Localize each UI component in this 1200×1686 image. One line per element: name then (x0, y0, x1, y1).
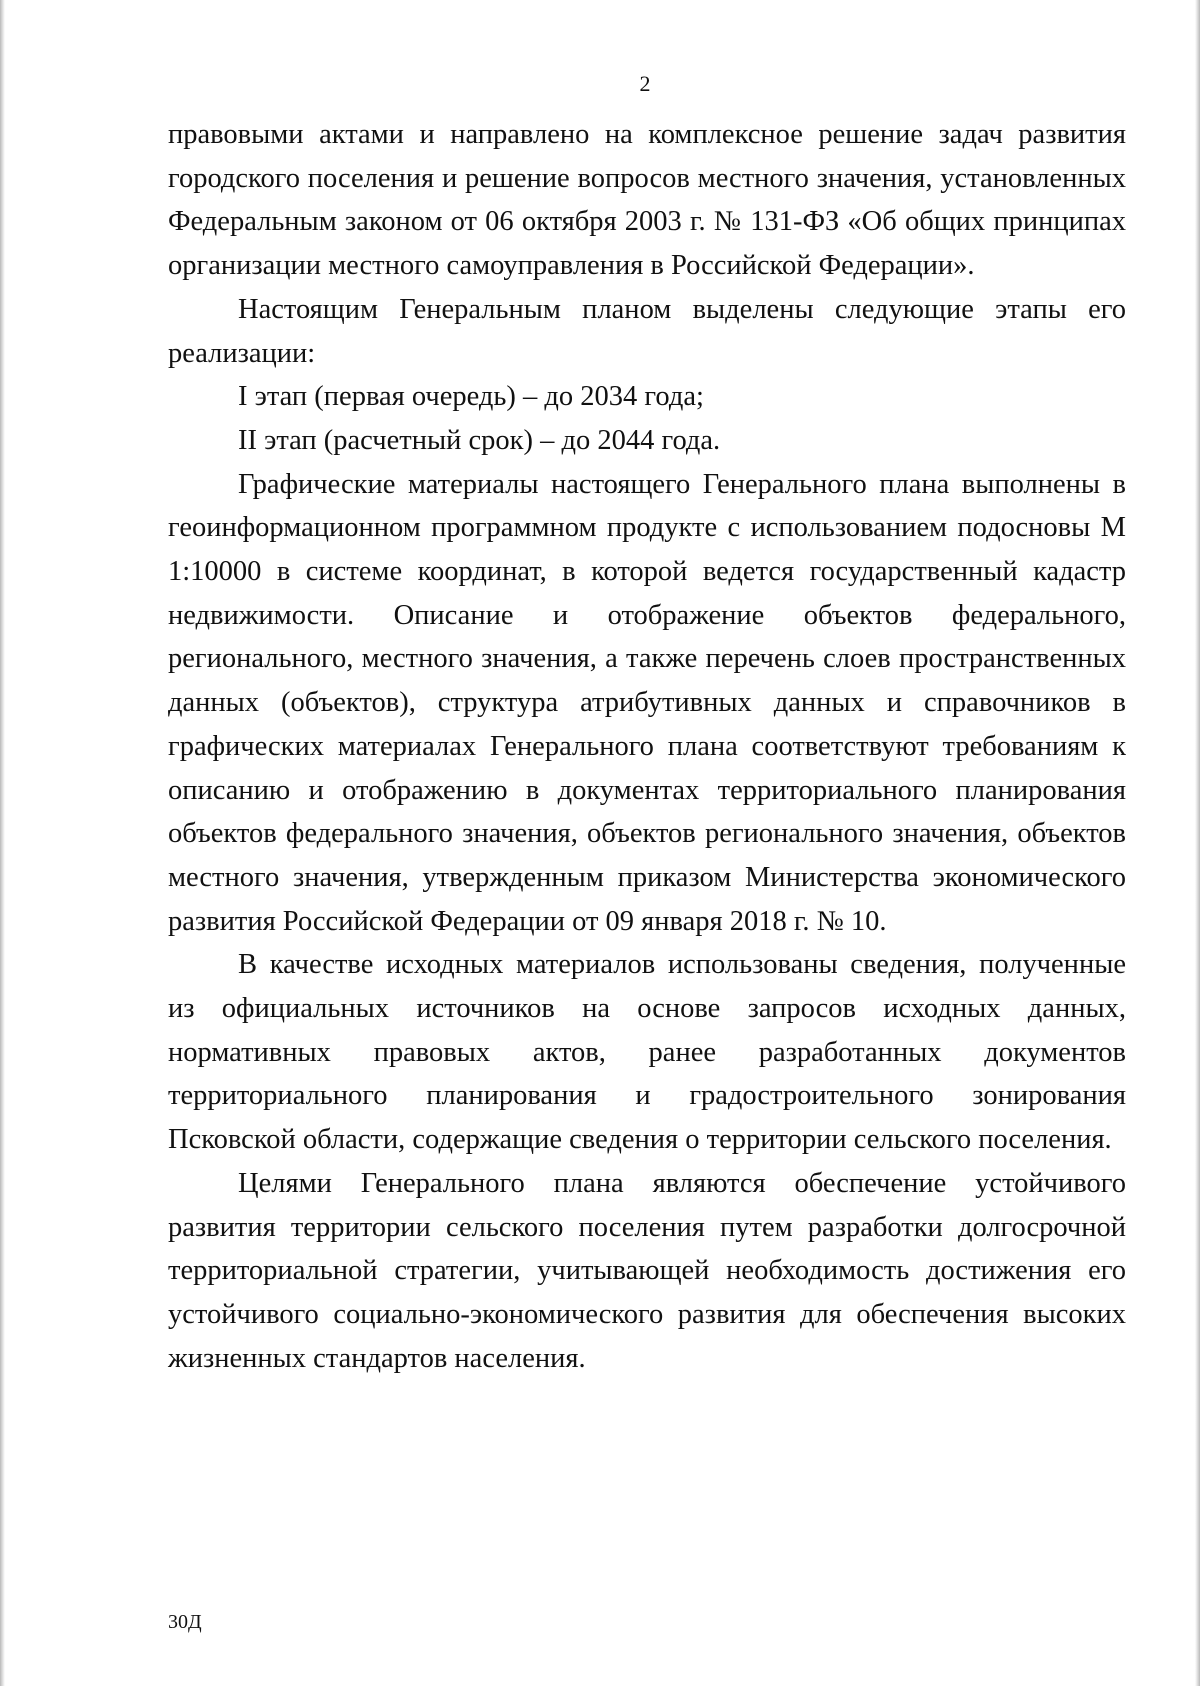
paragraph-graphic-materials: Графические материалы настоящего Генерального плана выполнены в геоинформационном программном продукте с использованием подосновы М 1:10000 в системе координат, в которой ведется государственный кадастр недвижимости. Описание и отображение объектов федерального, регионального, местного значения, а также перечень слоев пространственных данных (объектов), структура атрибутивных данных и справочников в графических материалах Генерального плана соответствуют требованиям к описанию и отображению в документах территориального планирования объектов федерального значения, объектов регионального значения, объектов местного значения, утвержденным приказом Министерства экономического развития Российской Федерации от 09 января 2018 г. № 10. (168, 468, 1126, 937)
paragraph-goals: Целями Генерального плана являются обеспечение устойчивого развития территории сельского поселения путем разработки долгосрочной территориальной стратегии, учитывающей необходимость достижения его устойчивого социально-экономического развития для обеспечения высоких жизненных стандартов населения. (168, 1167, 1126, 1374)
scan-edge-right (1195, 0, 1200, 1686)
paragraph-continuation: правовыми актами и направлено на комплексное решение задач развития городского поселения и решение вопросов местного значения, установленных Федеральным законом от 06 октября 2003 г. № 131-ФЗ «Об общих принципах организации местного самоуправления в Российской Федерации». (168, 119, 1126, 282)
document-body (168, 113, 1126, 1380)
paragraph-stage-one: I этап (первая очередь) – до 2034 года; (238, 381, 704, 413)
footer-code: 30Д (168, 1611, 202, 1633)
scan-edge-left (0, 0, 5, 1686)
page-number: 2 (639, 71, 651, 96)
paragraph-stages-intro: Настоящим Генеральным планом выделены следующие этапы его реализации: (168, 293, 1126, 369)
paragraph-source-materials: В качестве исходных материалов использованы сведения, полученные из официальных источников на основе запросов исходных данных, нормативных правовых актов, ранее разработанных документов территориального планирования и градостроительного зонирования Псковской области, содержащие сведения о территории сельского поселения. (168, 949, 1126, 1156)
paragraph-stage-two: II этап (расчетный срок) – до 2044 года. (238, 424, 721, 456)
